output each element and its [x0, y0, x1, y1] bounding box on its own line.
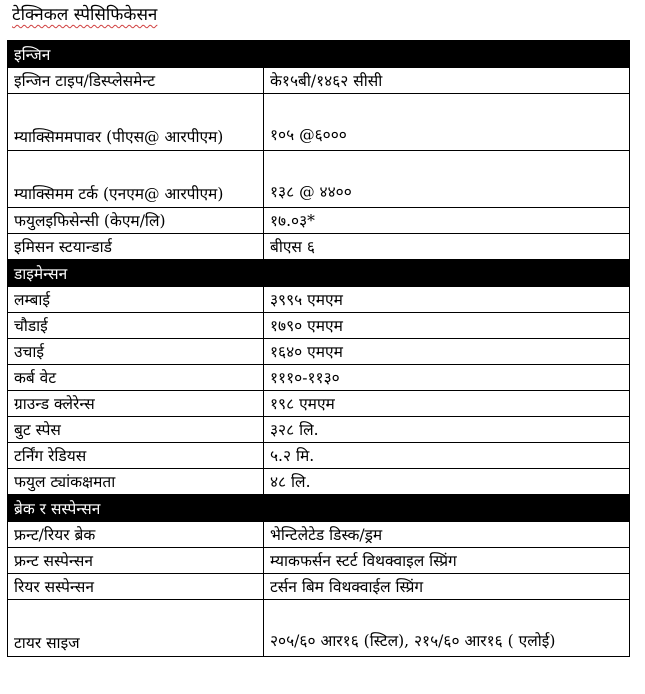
table-row [8, 574, 630, 600]
spec-value: १९८ एमएम [264, 391, 630, 417]
table-row [8, 313, 630, 339]
table-row [8, 68, 630, 94]
table-row [8, 94, 630, 151]
spec-value: १६४० एमएम [264, 339, 630, 365]
table-row [8, 151, 630, 208]
spec-value: १७.०३* [264, 208, 630, 234]
spec-value: म्याकफर्सन स्टर्ट विथक्वाइल स्प्रिंग [264, 548, 630, 574]
spec-value: १३८ @ ४४०० [264, 151, 630, 208]
spec-value: १०५ @६००० [264, 94, 630, 151]
spec-value: २०५/६० आर१६ (स्टिल), २१५/६० आर१६ ( एलोई) [264, 600, 630, 657]
spec-label: इन्जिन टाइप/डिस्प्लेसमेन्ट [8, 68, 264, 94]
section-header-brake-suspension [8, 495, 630, 522]
table-row [8, 339, 630, 365]
spec-value: टर्सन बिम विथक्वाईल स्प्रिंग [264, 574, 630, 600]
spec-label: उचाई [8, 339, 264, 365]
spec-value: १११०-११३० [264, 365, 630, 391]
spec-label: फयुल ट्यांकक्षमता [8, 469, 264, 495]
section-header-dimension [8, 260, 630, 287]
table-row [8, 365, 630, 391]
spec-label: कर्ब वेट [8, 365, 264, 391]
table-row [8, 417, 630, 443]
spec-value: ३९९५ एमएम [264, 287, 630, 313]
section-title: इन्जिन [8, 41, 630, 68]
spec-value: भेन्टिलेटेड डिस्क/ड्रम [264, 522, 630, 548]
table-row [8, 548, 630, 574]
table-row [8, 469, 630, 495]
spec-label: लम्बाई [8, 287, 264, 313]
spec-label: फ्रन्ट सस्पेन्सन [8, 548, 264, 574]
section-title: डाइमेन्सन [8, 260, 630, 287]
section-title: ब्रेक र सस्पेन्सन [8, 495, 630, 522]
section-header-engine [8, 41, 630, 68]
spec-label: चौडाई [8, 313, 264, 339]
table-row [8, 600, 630, 657]
spec-label: रियर सस्पेन्सन [8, 574, 264, 600]
spec-label: टायर साइज [8, 600, 264, 657]
spec-label: म्याक्सिममपावर (पीएस@ आरपीएम) [8, 94, 264, 151]
spec-value: के१५बी/१४६२ सीसी [264, 68, 630, 94]
spec-table [7, 40, 630, 657]
table-row [8, 522, 630, 548]
spec-value: १७९० एमएम [264, 313, 630, 339]
table-row [8, 208, 630, 234]
spec-value: ५.२ मि. [264, 443, 630, 469]
table-row [8, 234, 630, 260]
spec-label: फ्रन्ट/रियर ब्रेक [8, 522, 264, 548]
spec-label: म्याक्सिमम टर्क (एनएम@ आरपीएम) [8, 151, 264, 208]
spec-label: फयुलइफिसेन्सी (केएम/लि) [8, 208, 264, 234]
spec-label: ग्राउन्ड क्लेरेन्स [8, 391, 264, 417]
spec-value: ४८ लि. [264, 469, 630, 495]
table-row [8, 287, 630, 313]
spec-label: टर्निंग रेडियस [8, 443, 264, 469]
document-title: टेक्निकल स्पेसिफिकेसन [12, 5, 158, 25]
table-row [8, 391, 630, 417]
spec-label: बुट स्पेस [8, 417, 264, 443]
table-row [8, 443, 630, 469]
spec-value: बीएस ६ [264, 234, 630, 260]
spec-value: ३२८ लि. [264, 417, 630, 443]
spec-label: इमिसन स्टयान्डार्ड [8, 234, 264, 260]
